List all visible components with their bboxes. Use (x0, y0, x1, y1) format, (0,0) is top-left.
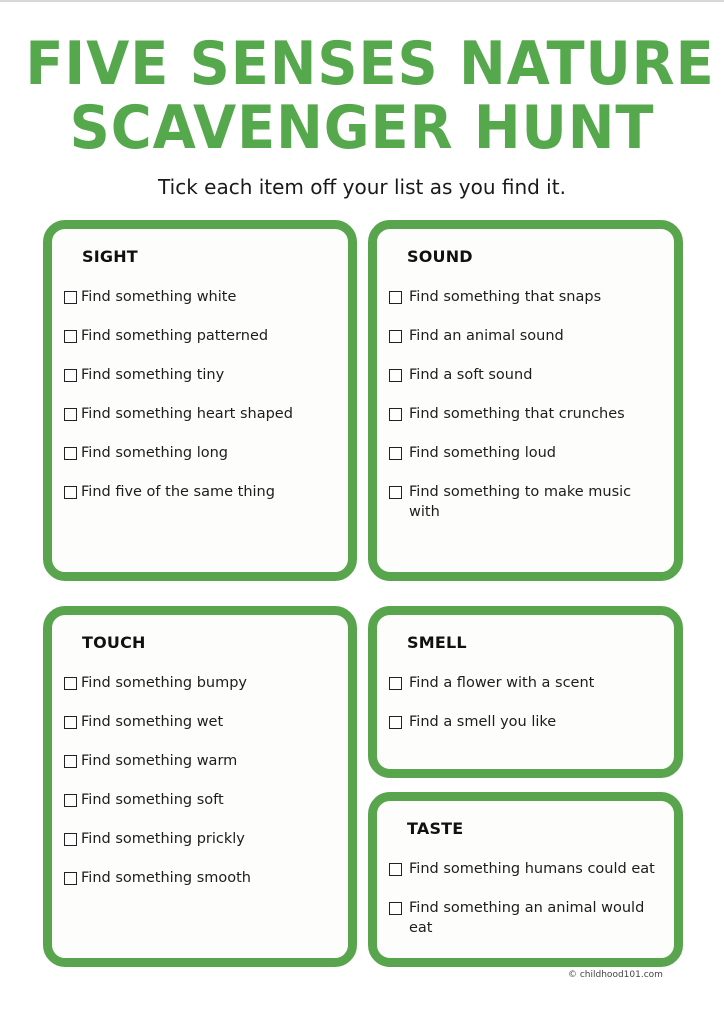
sound-checklist (389, 287, 664, 541)
checkbox-icon[interactable] (64, 833, 77, 846)
checkbox-icon[interactable] (64, 716, 77, 729)
checklist-item-label: Find something long (81, 445, 228, 461)
checklist-item-label: Find something tiny (81, 367, 225, 383)
checkbox-icon[interactable] (389, 447, 402, 460)
checklist-item (64, 673, 338, 693)
checklist-item-label: Find something patterned (81, 328, 269, 344)
checklist-item-label: Find something humans could eat (409, 861, 655, 877)
checklist-item-label: Find five of the same thing (81, 484, 275, 500)
checkbox-icon[interactable] (64, 677, 77, 690)
top-border-line (0, 0, 724, 2)
checklist-item (389, 712, 664, 732)
checklist-item (64, 365, 338, 385)
checkbox-icon[interactable] (389, 902, 402, 915)
checkbox-icon[interactable] (389, 486, 402, 499)
checklist-item-label: Find something bumpy (81, 675, 247, 691)
checklist-item (389, 859, 664, 879)
checkbox-icon[interactable] (64, 330, 77, 343)
touch-card-title: TOUCH (82, 633, 146, 652)
checklist-item-label: Find something heart shaped (81, 406, 293, 422)
checkbox-icon[interactable] (389, 716, 402, 729)
checklist-item (389, 482, 664, 522)
checkbox-icon[interactable] (389, 291, 402, 304)
checklist-item-label: Find something smooth (81, 870, 251, 886)
checklist-item-label: Find something prickly (81, 831, 245, 847)
sight-card (43, 220, 357, 581)
smell-card-title: SMELL (407, 633, 467, 652)
checklist-item (389, 673, 664, 693)
touch-card (43, 606, 357, 967)
checklist-item (64, 829, 338, 849)
checkbox-icon[interactable] (64, 369, 77, 382)
checklist-item-label: Find something white (81, 289, 237, 305)
checkbox-icon[interactable] (389, 408, 402, 421)
checklist-item (64, 482, 338, 502)
checklist-item (64, 868, 338, 888)
checkbox-icon[interactable] (64, 794, 77, 807)
checklist-item (389, 287, 664, 307)
checklist-item-label: Find something that crunches (409, 406, 625, 422)
checklist-item (389, 443, 664, 463)
checklist-item-label: Find something an animal would eat (409, 900, 645, 936)
checklist-item-label: Find an animal sound (409, 328, 564, 344)
checklist-item (64, 287, 338, 307)
touch-checklist (64, 673, 338, 907)
checklist-item-label: Find a flower with a scent (409, 675, 595, 691)
checkbox-icon[interactable] (389, 863, 402, 876)
checkbox-icon[interactable] (64, 447, 77, 460)
checklist-item-label: Find something loud (409, 445, 556, 461)
checkbox-icon[interactable] (389, 677, 402, 690)
checkbox-icon[interactable] (64, 408, 77, 421)
taste-card-title: TASTE (407, 819, 464, 838)
checklist-item (64, 404, 338, 424)
checkbox-icon[interactable] (64, 872, 77, 885)
checklist-item-label: Find something to make music with (409, 484, 632, 520)
sound-card-title: SOUND (407, 247, 473, 266)
sight-card-title: SIGHT (82, 247, 138, 266)
checklist-item (389, 898, 664, 938)
sound-card (368, 220, 683, 581)
checkbox-icon[interactable] (64, 755, 77, 768)
smell-checklist (389, 673, 664, 751)
page-title-line-1: FIVE SENSES NATURE (25, 29, 715, 99)
checkbox-icon[interactable] (389, 369, 402, 382)
taste-checklist (389, 859, 664, 957)
checkbox-icon[interactable] (389, 330, 402, 343)
checklist-item (389, 404, 664, 424)
checklist-item (64, 443, 338, 463)
checklist-item-label: Find something that snaps (409, 289, 602, 305)
checklist-item-label: Find a soft sound (409, 367, 533, 383)
smell-card (368, 606, 683, 778)
checklist-item (389, 326, 664, 346)
checklist-item (64, 326, 338, 346)
taste-card (368, 792, 683, 967)
checkbox-icon[interactable] (64, 291, 77, 304)
checklist-item-label: Find a smell you like (409, 714, 557, 730)
page-subtitle: Tick each item off your list as you find it. (158, 175, 566, 199)
checklist-item-label: Find something warm (81, 753, 238, 769)
checklist-item-label: Find something soft (81, 792, 224, 808)
checklist-item (64, 751, 338, 771)
page-title-line-2: SCAVENGER HUNT (69, 93, 655, 163)
checklist-item (64, 790, 338, 810)
checkbox-icon[interactable] (64, 486, 77, 499)
checklist-item (389, 365, 664, 385)
checklist-item (64, 712, 338, 732)
page-title (25, 29, 715, 163)
checklist-item-label: Find something wet (81, 714, 224, 730)
copyright-credit: © childhood101.com (568, 970, 663, 980)
sight-checklist (64, 287, 338, 521)
